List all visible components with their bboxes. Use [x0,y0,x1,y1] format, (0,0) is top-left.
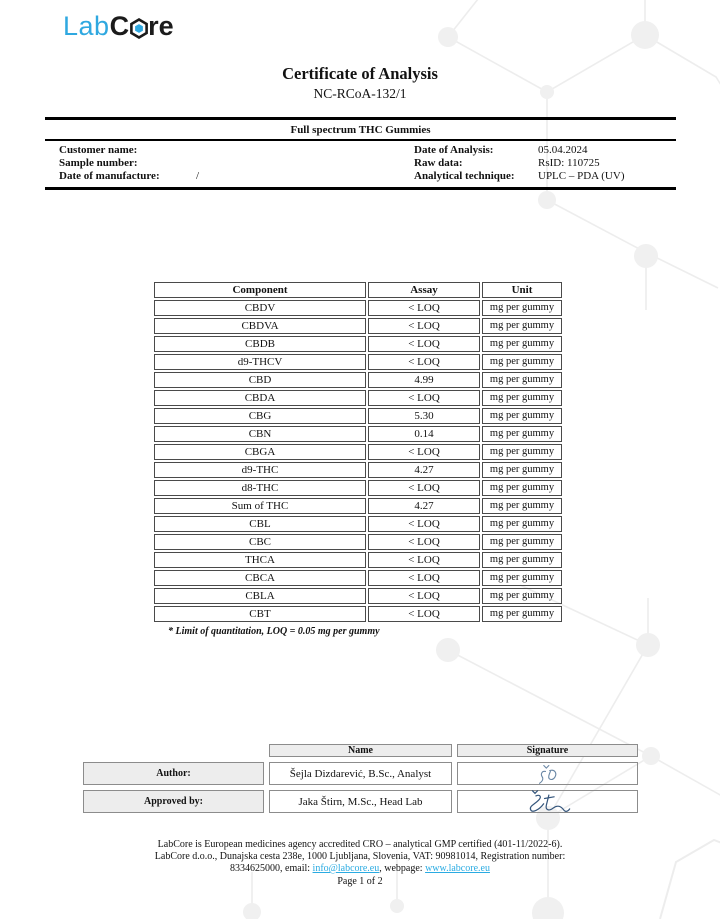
table-cell: CBG [154,408,366,424]
table-row [154,570,562,586]
product-name: Full spectrum THC Gummies [45,120,676,141]
assay-table [152,280,564,624]
table-row [154,534,562,550]
table-cell: mg per gummy [482,516,562,532]
table-cell: CBL [154,516,366,532]
table-cell: mg per gummy [482,570,562,586]
info-grid [45,141,676,187]
table-row [154,354,562,370]
table-row [154,480,562,496]
table-cell: mg per gummy [482,588,562,604]
table-cell: 4.99 [368,372,480,388]
table-cell: 4.27 [368,498,480,514]
table-cell: < LOQ [368,354,480,370]
raw-data-value: RsID: 110725 [538,157,600,169]
table-cell: < LOQ [368,318,480,334]
table-row [154,336,562,352]
name-column-header: Name [269,744,452,757]
table-cell: mg per gummy [482,354,562,370]
author-signature [457,762,638,785]
footer-contact-prefix: 8334625000, email: [230,863,313,874]
email-link[interactable]: info@labcore.eu [312,863,380,874]
date-of-manufacture-value: / [196,170,200,182]
table-cell: mg per gummy [482,606,562,622]
footer-contact-line [0,863,720,875]
footer-address-line: LabCore d.o.o., Dunajska cesta 238e, 1000 Ljubljana, Slovenia, VAT: 90981014, Registration number: [154,851,566,862]
table-cell: mg per gummy [482,336,562,352]
table-cell: CBT [154,606,366,622]
analytical-technique-value: UPLC – PDA (UV) [538,170,625,182]
table-cell: < LOQ [368,516,480,532]
table-cell: < LOQ [368,588,480,604]
table-cell: mg per gummy [482,552,562,568]
component-column-header: Component [154,282,366,298]
page-title: Certificate of Analysis [282,64,438,83]
table-cell: CBCA [154,570,366,586]
table-cell: < LOQ [368,300,480,316]
table-cell: mg per gummy [482,444,562,460]
labcore-logo [63,13,174,40]
results-body [154,300,562,622]
table-row [154,372,562,388]
assay-column-header: Assay [368,282,480,298]
table-row [154,552,562,568]
table-cell: Sum of THC [154,498,366,514]
webpage-link[interactable]: www.labcore.eu [425,863,490,874]
table-cell: CBN [154,426,366,442]
page-number: Page 1 of 2 [337,876,383,887]
table-cell: mg per gummy [482,300,562,316]
footer-contact-mid: , webpage: [379,863,426,874]
table-cell: < LOQ [368,606,480,622]
date-of-manufacture-label: Date of manufacture: [59,170,160,182]
customer-name-value [196,144,414,157]
signature-header-spacer [83,744,264,757]
date-of-analysis-value: 05.04.2024 [538,144,588,156]
table-row [154,444,562,460]
table-row [154,300,562,316]
table-cell: mg per gummy [482,408,562,424]
approved-by-label: Approved by: [83,790,264,813]
document-number: NC-RCoA-132/1 [313,86,407,101]
table-cell: < LOQ [368,336,480,352]
table-cell: < LOQ [368,552,480,568]
table-cell: < LOQ [368,480,480,496]
author-label: Author: [83,762,264,785]
table-cell: mg per gummy [482,390,562,406]
analytical-technique-label: Analytical technique: [414,170,515,182]
table-cell: mg per gummy [482,462,562,478]
footer-accreditation-line: LabCore is European medicines agency accredited CRO – analytical GMP certified (401-11/2022-6). [157,839,563,850]
results-table [152,280,564,624]
approver-name: Jaka Štirn, M.Sc., Head Lab [269,790,452,813]
table-cell: mg per gummy [482,480,562,496]
author-signature-icon [531,763,565,785]
raw-data-label: Raw data: [414,157,463,169]
table-cell: THCA [154,552,366,568]
table-cell: CBLA [154,588,366,604]
table-cell: CBC [154,534,366,550]
customer-name-label: Customer name: [59,144,138,156]
table-cell: d9-THC [154,462,366,478]
table-cell: d8-THC [154,480,366,496]
table-row [154,390,562,406]
sample-number-value [196,157,414,170]
table-row [154,498,562,514]
table-cell: < LOQ [368,534,480,550]
table-cell: CBDA [154,390,366,406]
table-cell: 0.14 [368,426,480,442]
table-cell: CBD [154,372,366,388]
table-cell: mg per gummy [482,498,562,514]
table-cell: CBDV [154,300,366,316]
table-cell: < LOQ [368,570,480,586]
table-cell: mg per gummy [482,372,562,388]
approver-signature-icon [522,789,574,815]
logo-core-re: re [148,11,174,41]
unit-column-header: Unit [482,282,562,298]
approver-signature [457,790,638,813]
table-cell: mg per gummy [482,534,562,550]
logo-lab-text: Lab [63,11,110,41]
hexagon-o-icon [129,17,149,40]
table-cell: CBGA [154,444,366,460]
table-row [154,516,562,532]
date-of-analysis-label: Date of Analysis: [414,144,494,156]
sample-info-box [45,117,676,190]
table-header-row [154,282,562,298]
loq-footnote: * Limit of quantitation, LOQ = 0.05 mg per gummy [168,626,380,637]
signature-column-header: Signature [457,744,638,757]
signature-table [83,744,638,813]
table-cell: mg per gummy [482,426,562,442]
sample-number-label: Sample number: [59,157,138,169]
table-row [154,588,562,604]
page-footer [0,839,720,888]
table-row [154,408,562,424]
table-cell: 5.30 [368,408,480,424]
table-row [154,426,562,442]
table-row [154,462,562,478]
table-cell: < LOQ [368,390,480,406]
table-row [154,318,562,334]
table-row [154,606,562,622]
table-cell: < LOQ [368,444,480,460]
author-name: Šejla Dizdarević, B.Sc., Analyst [269,762,452,785]
table-cell: CBDVA [154,318,366,334]
table-cell: CBDB [154,336,366,352]
logo-core-c: C [109,11,130,41]
table-cell: d9-THCV [154,354,366,370]
table-cell: 4.27 [368,462,480,478]
table-cell: mg per gummy [482,318,562,334]
